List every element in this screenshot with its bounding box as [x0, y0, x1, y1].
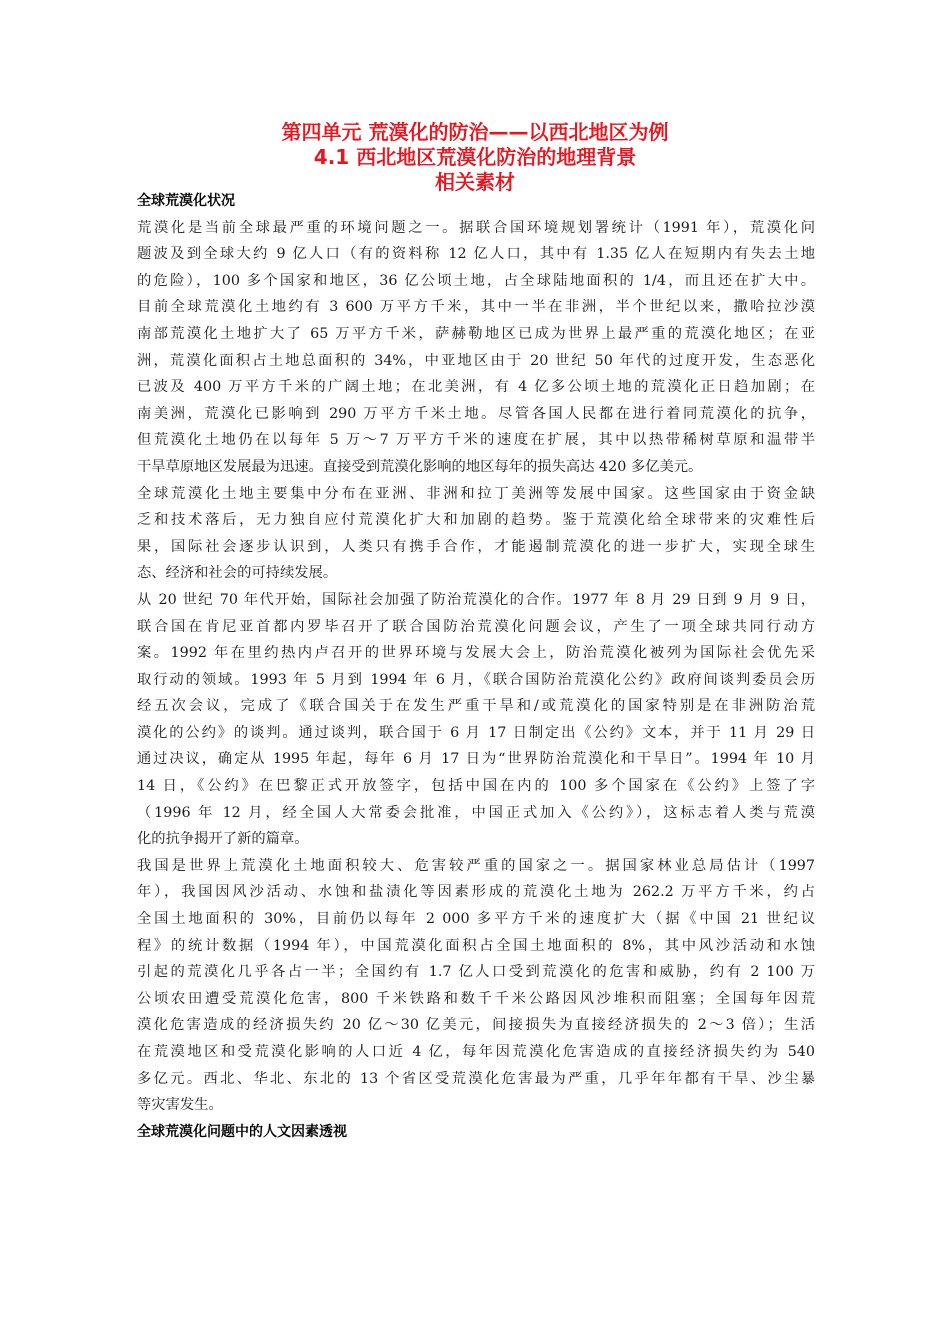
paragraph-container	[137, 215, 815, 1119]
paragraph-line: 但荒漠化土地仍在以每年 5 万～7 万平方千米的速度在扩展，其中以热带稀树草原和温带半	[137, 432, 815, 449]
paragraph-line: 等灾害发生。	[137, 1097, 223, 1114]
paragraph-line: 荒漠化是当前全球最严重的环境问题之一。据联合国环境规划署统计（1991 年），荒漠化问	[137, 219, 815, 236]
paragraph-line: （1996 年 12 月，经全国人大常委会批准，中国正式加入《公约》），这标志着人类与荒漠	[137, 804, 815, 821]
material-subtitle: 相关素材	[435, 170, 515, 194]
document-title	[0, 120, 950, 195]
paragraph-line: 全国土地面积的 30%，目前仍以每年 2 000 多平方千米的速度扩大（据《中国 21 世纪议	[137, 911, 815, 928]
paragraph-line: 南美洲，荒漠化已影响到 290 万平方千米土地。尽管各国人民都在进行着同荒漠化的抗争，	[137, 405, 815, 422]
paragraph-line: 年），我国因风沙活动、水蚀和盐渍化等因素形成的荒漠化土地为 262.2 万平方千米，约占	[137, 884, 815, 901]
paragraph-line: 联合国在肯尼亚首都内罗毕召开了联合国防治荒漠化问题会议，产生了一项全球共同行动方	[137, 618, 815, 635]
paragraph-line: 漠化的公约》的谈判。通过谈判，联合国于 6 月 17 日制定出《公约》文本，并于 11 月 29 日	[137, 724, 815, 741]
paragraph-line: 通过决议，确定从 1995 年起，每年 6 月 17 日为“世界防治荒漠化和干旱日”。1994 年 10 月	[137, 751, 815, 768]
paragraph-line: 在荒漠地区和受荒漠化影响的人口近 4 亿，每年因荒漠化危害造成的直接经济损失约为 540	[137, 1044, 815, 1060]
paragraph-line: 乏和技术落后，无力独自应付荒漠化扩大和加剧的趋势。鉴于荒漠化给全球带来的灾难性后	[137, 512, 815, 529]
paragraph-line: 果，国际社会逐步认识到，人类只有携手合作，才能遏制荒漠化的进一步扩大，实现全球生	[137, 538, 815, 555]
paragraph-line: 引起的荒漠化几乎各占一半；全国约有 1.7 亿人口受到荒漠化的危害和威胁，约有 2 100 万	[137, 964, 815, 981]
paragraph-line: 干旱草原地区发展最为迅速。直接受到荒漠化影响的地区每年的损失高达 420 多亿美元。	[137, 458, 703, 475]
paragraph-line: 漠化危害造成的经济损失约 20 亿～30 亿美元，间接损失为直接经济损失的 2～3 倍）；生活	[137, 1017, 815, 1034]
paragraph-line: 洲，荒漠化面积占土地总面积的 34%，中亚地区由于 20 世纪 50 年代的过度开发，生态恶化	[137, 352, 815, 369]
body-paragraph	[137, 481, 815, 587]
paragraph-line: 的危险），100 多个国家和地区，36 亿公顷土地，占全球陆地面积的 1/4，而且还在扩大中。	[137, 272, 815, 289]
paragraph-line: 化的抗争揭开了新的篇章。	[137, 831, 309, 848]
paragraph-line: 目前全球荒漠化土地约有 3 600 万平方千米，其中一半在非洲，半个世纪以来，撒哈拉沙漠	[137, 299, 815, 316]
lesson-title: 4.1 西北地区荒漠化防治的地理背景	[313, 145, 637, 169]
paragraph-line: 多亿元。西北、华北、东北的 13 个省区受荒漠化危害最为严重，几乎年年都有干旱、沙尘暴	[137, 1070, 815, 1087]
paragraph-line: 经五次会议，完成了《联合国关于在发生严重干旱和/或荒漠化的国家特别是在非洲防治荒	[137, 698, 815, 715]
body-paragraph	[137, 853, 815, 1119]
body-paragraph	[137, 587, 815, 853]
section-heading-human-factors: 全球荒漠化问题中的人文因素透视	[137, 1123, 347, 1140]
paragraph-line: 全球荒漠化土地主要集中分布在亚洲、非洲和拉丁美洲等发展中国家。这些国家由于资金缺	[137, 485, 815, 502]
paragraph-line: 案。1992 年在里约热内卢召开的世界环境与发展大会上，防治荒漠化被列为国际社会优先采	[137, 645, 815, 662]
document-body	[137, 188, 815, 1145]
unit-title: 第四单元 荒漠化的防治——以西北地区为例	[281, 120, 669, 144]
paragraph-line: 14 日，《公约》在巴黎正式开放签字，包括中国在内的 100 多个国家在《公约》上签了字	[137, 778, 815, 795]
body-paragraph	[137, 215, 815, 481]
section-heading-global-status: 全球荒漠化状况	[137, 193, 235, 209]
paragraph-line: 态、经济和社会的可持续发展。	[137, 565, 338, 582]
paragraph-line: 取行动的领域。1993 年 5 月到 1994 年 6 月，《联合国防治荒漠化公约》政府间谈判委员会历	[137, 671, 815, 688]
paragraph-line: 公顷农田遭受荒漠化危害，800 千米铁路和数千千米公路因风沙堆积而阻塞；全国每年因荒	[137, 990, 815, 1007]
paragraph-line: 已波及 400 万平方千米的广阔土地；在北美洲，有 4 亿多公顷土地的荒漠化正日趋加剧；在	[137, 379, 815, 396]
paragraph-line: 题波及到全球大约 9 亿人口（有的资料称 12 亿人口，其中有 1.35 亿人在短期内有失去土地	[137, 246, 815, 263]
paragraph-line: 程》的统计数据（1994 年），中国荒漠化面积占全国土地面积的 8%，其中风沙活动和水蚀	[137, 937, 815, 954]
paragraph-line: 南部荒漠化土地扩大了 65 万平方千米，萨赫勒地区已成为世界上最严重的荒漠化地区；在亚	[137, 325, 815, 342]
paragraph-line: 从 20 世纪 70 年代开始，国际社会加强了防治荒漠化的合作。1977 年 8 月 29 日到 9 月 9 日，	[137, 591, 815, 608]
paragraph-line: 我国是世界上荒漠化土地面积较大、危害较严重的国家之一。据国家林业总局估计（1997	[137, 857, 815, 874]
